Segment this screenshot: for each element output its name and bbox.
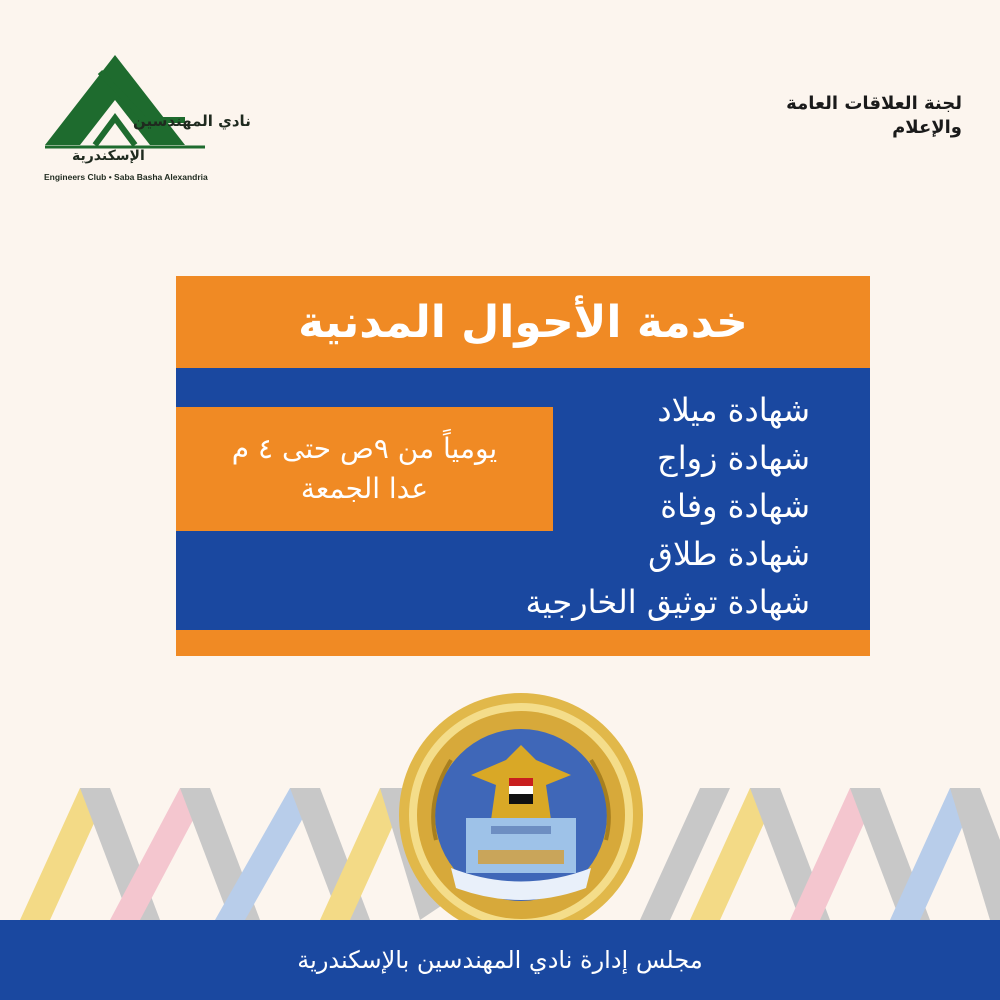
footer-bar [0, 920, 1000, 1000]
ministry-of-interior-seal-icon [396, 690, 646, 940]
engineers-club-logo [40, 50, 250, 190]
committee-line-1: لجنة العلاقات العامة [786, 93, 962, 114]
logo-arabic-name: نادي المهندسين [133, 112, 251, 130]
logo-arabic-city: الإسكندرية [72, 148, 145, 164]
card-bottom-strip [176, 630, 870, 656]
certificate-item: شهادة طلاق [648, 535, 810, 573]
working-hours-line-2: عدا الجمعة [300, 472, 429, 505]
working-hours-box [176, 407, 553, 531]
title-band [176, 276, 870, 368]
committee-line-2: والإعلام [892, 117, 962, 138]
certificate-item: شهادة وفاة [660, 487, 810, 525]
logo-english-caption: Engineers Club • Saba Basha Alexandria [44, 172, 208, 182]
certificate-list [526, 386, 810, 626]
certificate-item: شهادة توثيق الخارجية [525, 583, 810, 621]
stripe-lightblue-2 [890, 788, 1000, 920]
card-title: خدمة الأحوال المدنية [298, 296, 748, 348]
working-hours-line-1: يومياً من ٩ص حتى ٤ م [231, 432, 498, 465]
footer-text: مجلس إدارة نادي المهندسين بالإسكندرية [297, 946, 703, 974]
committee-label [786, 92, 962, 140]
certificate-item: شهادة ميلاد [657, 391, 810, 429]
certificate-item: شهادة زواج [657, 439, 810, 477]
